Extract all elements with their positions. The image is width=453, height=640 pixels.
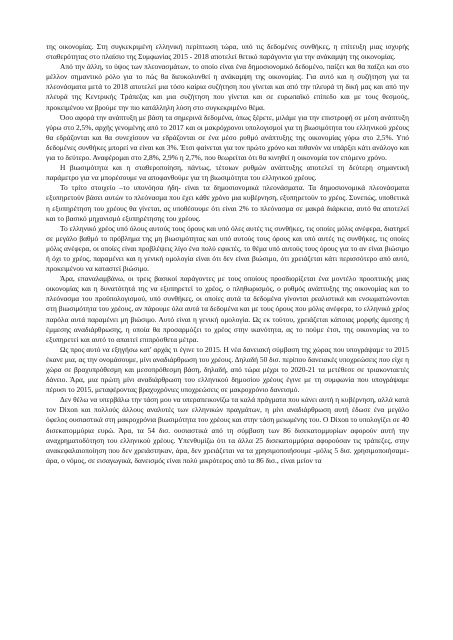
paragraph-3: Όσο αφορά την ανάπτυξη με βάση τα σημερινά δεδομένα, όπως ξέρετε, μιλάμε για την επιστροφή σε μέση ανάπτυξη γύρω στο 2,5%, αρχής γενομένης από το 2017 και οι μακρόχρονοι υπολογισμοί για τη βιωσιμότητα του ελληνικού χρέους θα εδράζονται και θα συνεχίσουν να εδράζονται σε ένα μέσο ρυθμό ανάπτυξης της οικονομίας γύρω στο 2,5%. Υπό δεδομένες συνθήκες μπορεί να είναι και 3%. Έτσι φαίνεται για τον πρώτο χρόνο και πιθανόν να υπάρξει κάτι ανάλογο και για το δεύτερο. Αναφέρομαι στο 2,8%, 2,9% η 2,7%, που θεωρείται ότι θα κινηθεί η οικονομία τον επόμενο χρόνο. [46, 112, 409, 163]
paragraph-5: Το τρίτο στοιχείο –το υπονόησα ήδη- είναι τα δημοσιονομικά πλεονάσματα. Τα δημοσιονομικά πλεονάσματα εξυπηρετούν βάσει αυτών το πλεόνασμα που έχει κάθε χρόνο μια κυβέρνηση, εξυπηρετούν το χρέος. Συνεπώς, υποθετικά η εξυπηρέτηση του χρέους θα γίνεται, ας υποθέσουμε ότι είναι 2% το πλεόνασμα σε μακρά διάρκεια, αυτό θα αποτελεί και το βασικό μηχανισμό εξυπηρέτησης του χρέους. [46, 183, 409, 223]
paragraph-2: Από την άλλη, το ύψος των πλεονασμάτων, το οποίο είναι ένα δημοσιονομικό δεδομένο, παίζει και θα παίζει και στο μέλλον σημαντικό ρόλο για το πώς θα διευκολυνθεί η ανάκαμψη της οικονομίας. Για αυτό και η συζήτηση για τα πλεονάσματα μετά το 2018 αποτελεί μια τόσο καίρια συζήτηση που γίνεται και από την πλευρά τη δική μας και από την πλευρά της Κεντρικής Τράπεζας και μια συζήτηση που γίνεται και σε ευρωπαϊκό επίπεδο και με τους θεσμούς, προκειμένου να βρούμε την πιο κατάλληλη λύση στο συγκεκριμένο θέμα. [46, 62, 409, 112]
paragraph-6: Το ελληνικό χρέος υπό όλους αυτούς τους όρους και υπό όλες αυτές τις συνθήκες, τις οποίες μόλις ανέφερα, διατηρεί σε μεγάλο βαθμό το πρόβλημα της μη βιωσιμότητας και υπό αυτούς τους όρους και υπό αυτές τις συνθήκες, τις οποίες μόλις ανέφερα, οι οποίες είναι προβλέψεις λίγο ένα πολύ εφικτές, το θέμα υπό αυτούς τους όρους για το αν είναι βιώσιμο ή όχι το χρέος, παραμένει και η γενική ομολογία είναι ότι δεν είναι βιώσιμο, ότι χρειάζεται κάτι περισσότερο από αυτό, προκειμένου να καταστεί βιώσιμο. [46, 223, 409, 274]
document-body-text [46, 42, 409, 466]
paragraph-8: Ως προς αυτό να εξηγήσω κατ' αρχάς τι έγινε το 2015. Η νέα δανειακή σύμβαση της χώρας που υπογράψαμε το 2015 έκανε μια, ας την ονομάσουμε, μίνι αναδιάρθρωση του χρέους. Δηλαδή 50 δισ. περίπου δανειακές υποχρεώσεις που είχε η χώρα σε βραχυπρόθεσμη και μεσοπρόθεσμη βάση, δηλαδή, από τώρα μέχρι το 2020-21 τα μετέθεσε σε τριακονταετές δάνειο. Άρα, μια πρώτη μίνι αναδιάρθρωση του ελληνικού δημοσίου χρέους έγινε με τη συμφωνία που υπογράψαμε πέρυσι το 2015, μεταφέροντας βραχυχρόνιες υποχρεώσεις σε μακροχρόνιο δανεισμό. [46, 344, 409, 395]
paragraph-7: Άρα, επαναλαμβάνω, οι τρεις βασικοί παράγοντες με τους οποίους προσδιορίζεται ένα μοντέλο προοπτικής μιας οικονομίας και η δυνατότητά της να εξυπηρετεί το χρέος, ο πληθωρισμός, ο ρυθμός ανάπτυξης της οικονομίας και το πλεόνασμα του προϋπολογισμού, υπό συνθήκες, οι οποίες αυτά τα δεδομένα γίνονται ρεαλιστικά και ενσωματώνονται στη βιωσιμότητα του χρέους, αν πάρουμε όλα αυτά τα δεδομένα και με τους όρους που μόλις ανέφερα, το ελληνικό χρέος παρόλα αυτά παραμένει μη βιώσιμο. Αυτό είναι η γενική ομολογία. Ως εκ τούτου, χρειάζεται κάποιας μορφής άμεσης ή έμμεσης αναδιάρθρωσης, η οποία θα προσαρμόζει το χρέος στην ικανότητα, ας το πούμε έτσι, της οικονομίας να το εξυπηρετεί και αυτό το απαιτεί επιπρόσθετα μέτρα. [46, 274, 409, 344]
paragraph-9: Δεν θέλω να υπερβάλω την τάση μου να υπεραπεικονίζω τα καλά πράγματα που κάνει αυτή η κυβέρνηση, αλλά κατά τον Dixon και πολλούς άλλους αναλυτές των ελληνικών πραγμάτων, η μίνι αναδιάρθρωση αυτή έδωσε ένα μεγάλο όφελος ουσιαστικά στη μακροχρόνια βιωσιμότητα του χρέους και στην τάση μειωμένης του. Ο Dixon το υπολογίζει σε 40 δισεκατομμύρια ευρώ. Άρα, τα 54 δισ. ουσιαστικά από τη σύμβαση των 86 δισεκατομμυρίων αφορούν αυτή την αναχρηματοδότηση του ελληνικού χρέους. Υπενθυμίζω ότι τα άλλα 25 δισεκατομμύρια αφορούσαν τις τράπεζες, στην ανακεφαλαιοποίηση που δεν χρειάστηκαν, άρα, δεν χρειάζεται να τα χρησιμοποιήσουμε -μόλις 5 δισ. χρησιμοποιήσαμε- άρα, ο νόμος, σε εισαγωγικά, δανεισμός είναι πολύ μικρότερος από τα 86 δισ., είναι μείον τα [46, 395, 409, 465]
paragraph-1: της οικονομίας. Στη συγκεκριμένη ελληνική περίπτωση τώρα, υπό τις δεδομένες συνθήκες, η επίτευξη μιας ισχυρής σταθερότητας στο πλαίσιο της Συμφωνίας 2015 - 2018 αποτελεί θετικό παράγοντα για την ανάκαμψη της οικονομίας. [46, 42, 409, 62]
paragraph-4: Η βιωσιμότητα και η σταθεροποίηση, πάντως, τέτοιων ρυθμών ανάπτυξης αποτελεί τη δεύτερη σημαντική παράμετρο για να μπορέσουμε να αποφανθούμε για τη βιωσιμότητα του ελληνικού χρέους. [46, 163, 409, 183]
